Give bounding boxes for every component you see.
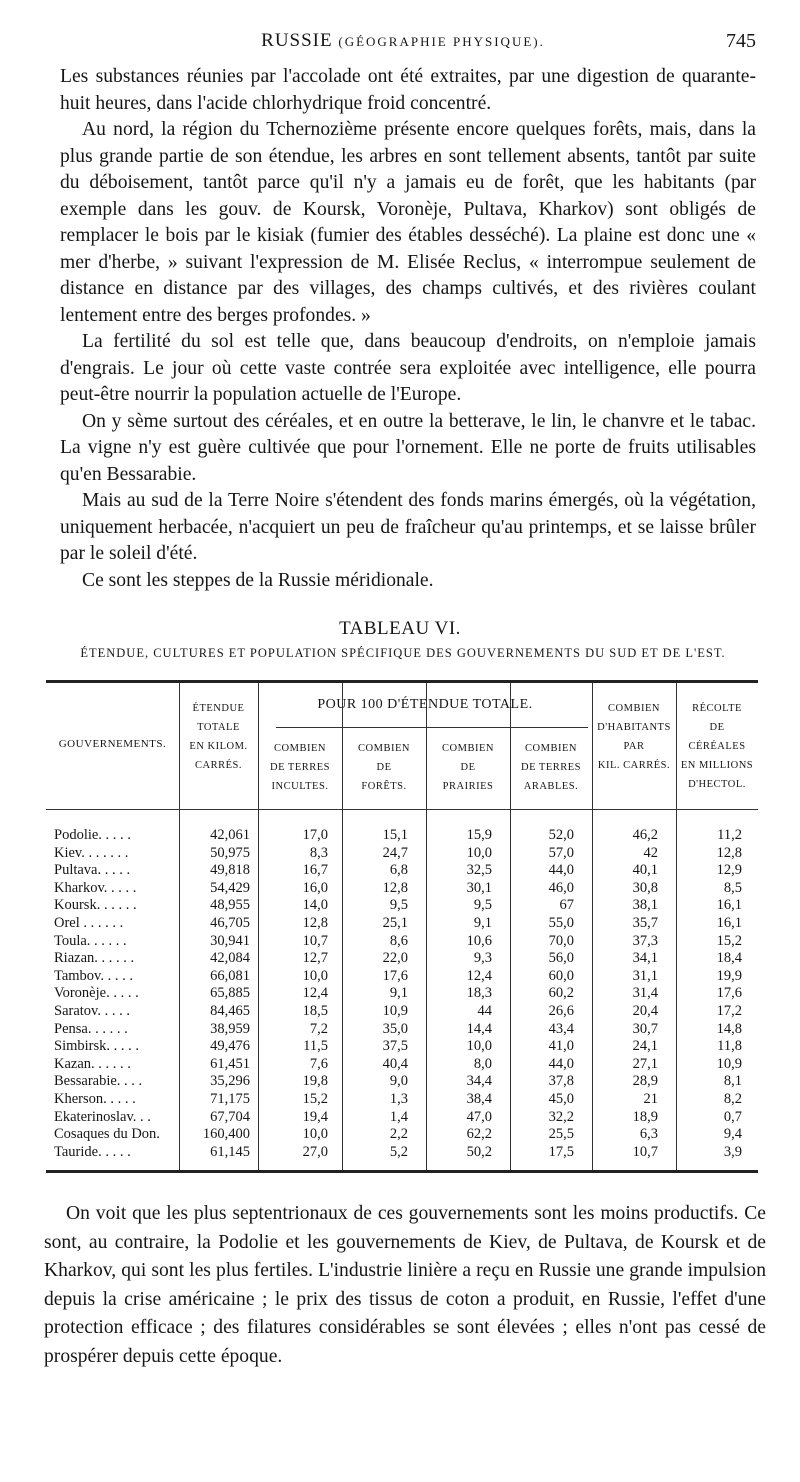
forets-cell: 37,5: [382, 1038, 408, 1055]
header-arables: [510, 739, 592, 796]
incultes-cell: 14,0: [302, 897, 328, 914]
gouvernement-cell: Saratov. . . . .: [54, 1003, 130, 1019]
arables-cell: 44,0: [548, 862, 574, 879]
table-row: [46, 1021, 758, 1038]
etendue-cell: 54,429: [210, 879, 250, 896]
header-title: [50, 30, 756, 52]
header-line: DE: [376, 762, 392, 773]
header-line: DE: [460, 762, 476, 773]
forets-cell: 6,8: [389, 862, 408, 879]
running-header: [50, 30, 756, 60]
body-text-bottom: [44, 1200, 766, 1371]
forets-cell: 2,2: [389, 1126, 408, 1143]
gouvernement-cell: Orel . . . . . .: [54, 915, 124, 931]
prairies-cell: 10,0: [466, 844, 492, 861]
prairies-cell: 9,5: [473, 897, 492, 914]
forets-cell: 15,1: [382, 827, 408, 843]
header-habitants: [592, 699, 676, 775]
header-prairies: [426, 739, 510, 796]
header-line: DE: [709, 722, 725, 733]
gouvernement-cell: Cosaques du Don.: [54, 1126, 160, 1143]
recolte-cell: 8,2: [723, 1091, 742, 1107]
incultes-cell: 15,2: [302, 1091, 328, 1107]
prairies-cell: 8,0: [473, 1055, 492, 1072]
arables-cell: 56,0: [548, 950, 574, 967]
header-line: DE TERRES: [520, 762, 582, 773]
forets-cell: 35,0: [382, 1020, 408, 1037]
header-incultes: [258, 739, 342, 796]
arables-cell: 41,0: [548, 1038, 574, 1055]
table-row: [46, 968, 758, 985]
prairies-cell: 10,6: [466, 932, 492, 949]
header-line: COMBIEN: [442, 743, 494, 754]
table-subtitle: ÉTENDUE, CULTURES ET POPULATION SPÉCIFIQUE DES GOUVERNEMENTS DU SUD ET DE L'EST.: [80, 646, 726, 660]
recolte-cell: 17,6: [716, 985, 742, 1002]
forets-cell: 25,1: [382, 915, 408, 931]
recolte-cell: 14,8: [716, 1020, 742, 1037]
header-line: CARRÉS.: [195, 760, 242, 771]
incultes-cell: 8,3: [309, 844, 328, 861]
table-row: [46, 897, 758, 914]
header-line: RÉCOLTE: [692, 703, 742, 714]
habitants-cell: 37,3: [632, 932, 658, 949]
gouvernement-cell: Kherson. . . . .: [54, 1091, 136, 1107]
gouvernement-cell: Bessarabie. . . .: [54, 1073, 143, 1090]
gouvernement-cell: Toula. . . . . .: [54, 932, 127, 949]
forets-cell: 9,5: [389, 897, 408, 914]
gouvernement-cell: Ekaterinoslav. . .: [54, 1108, 151, 1125]
table-row: [46, 845, 758, 862]
forets-cell: 12,8: [382, 879, 408, 896]
recolte-cell: 9,4: [723, 1126, 742, 1143]
arables-cell: 55,0: [548, 915, 574, 931]
header-line: FORÊTS.: [361, 781, 407, 792]
header-line: PAR: [623, 741, 645, 752]
habitants-cell: 38,1: [632, 897, 658, 914]
forets-cell: 40,4: [382, 1055, 408, 1072]
header-line: CÉRÉALES: [688, 741, 746, 752]
header-line: D'HECTOL.: [688, 779, 746, 790]
gouvernement-cell: Riazan. . . . . .: [54, 950, 135, 967]
paragraph: Ce sont les steppes de la Russie méridionale.: [82, 569, 434, 591]
prairies-cell: 15,9: [466, 827, 492, 843]
incultes-cell: 12,4: [302, 985, 328, 1002]
recolte-cell: 11,2: [717, 827, 742, 843]
incultes-cell: 12,8: [302, 915, 328, 931]
arables-cell: 46,0: [548, 879, 574, 896]
habitants-cell: 35,7: [632, 915, 658, 931]
forets-cell: 9,0: [389, 1073, 408, 1090]
gouvernement-cell: Tambov. . . . .: [54, 967, 133, 984]
header-title-sub: (GÉOGRAPHIE PHYSIQUE).: [338, 34, 545, 49]
habitants-cell: 20,4: [632, 1003, 658, 1019]
etendue-cell: 49,818: [210, 862, 250, 879]
etendue-cell: 84,465: [210, 1003, 250, 1019]
header-line: EN KILOM.: [189, 741, 248, 752]
etendue-cell: 46,705: [210, 915, 250, 931]
incultes-cell: 10,0: [302, 967, 328, 984]
forets-cell: 1,4: [389, 1108, 408, 1125]
incultes-cell: 18,5: [302, 1003, 328, 1019]
etendue-cell: 61,451: [210, 1055, 250, 1072]
recolte-cell: 19,9: [716, 967, 742, 984]
arables-cell: 70,0: [548, 932, 574, 949]
prairies-cell: 14,4: [466, 1020, 492, 1037]
arables-cell: 52,0: [548, 827, 574, 843]
table-row: [46, 950, 758, 967]
recolte-cell: 10,9: [716, 1055, 742, 1072]
table-row: [46, 933, 758, 950]
incultes-cell: 19,4: [302, 1108, 328, 1125]
table-row: [46, 1073, 758, 1090]
header-line: D'HABITANTS: [597, 722, 671, 733]
arables-cell: 44,0: [548, 1055, 574, 1072]
header-forets: [342, 739, 426, 796]
arables-cell: 26,6: [548, 1003, 574, 1019]
habitants-cell: 28,9: [632, 1073, 658, 1090]
forets-cell: 10,9: [382, 1003, 408, 1019]
habitants-cell: 21: [643, 1091, 658, 1107]
incultes-cell: 16,7: [302, 862, 328, 879]
habitants-cell: 40,1: [632, 862, 658, 879]
prairies-cell: 18,3: [466, 985, 492, 1002]
habitants-cell: 34,1: [632, 950, 658, 967]
prairies-cell: 47,0: [466, 1108, 492, 1125]
incultes-cell: 27,0: [302, 1143, 328, 1160]
body-text-top: [60, 64, 756, 594]
incultes-cell: 17,0: [302, 827, 328, 843]
recolte-cell: 17,2: [716, 1003, 742, 1019]
forets-cell: 8,6: [389, 932, 408, 949]
prairies-cell: 9,3: [473, 950, 492, 967]
habitants-cell: 30,7: [632, 1020, 658, 1037]
arables-cell: 57,0: [548, 844, 574, 861]
header-line: COMBIEN: [525, 743, 577, 754]
arables-cell: 37,8: [548, 1073, 574, 1090]
gouvernement-cell: Simbirsk. . . . .: [54, 1038, 139, 1055]
header-rule: [46, 809, 758, 810]
habitants-cell: 6,3: [639, 1126, 658, 1143]
paragraph: La fertilité du sol est telle que, dans beaucoup d'endroits, on n'emploie jamais d'engrais. Le jour où cette vaste contrée sera exploitée avec intelligence, elle pourra peut-être nourrir la population actuelle de l'Europe.: [60, 331, 756, 405]
etendue-cell: 42,061: [210, 827, 250, 843]
header-line: COMBIEN: [608, 703, 660, 714]
habitants-cell: 31,1: [632, 967, 658, 984]
data-table: [46, 680, 758, 1173]
habitants-cell: 46,2: [632, 827, 658, 843]
incultes-cell: 7,6: [309, 1055, 328, 1072]
habitants-cell: 30,8: [632, 879, 658, 896]
gouvernement-cell: Koursk. . . . . .: [54, 897, 137, 914]
header-group-pour-100: POUR 100 D'ÉTENDUE TOTALE.: [317, 697, 533, 712]
habitants-cell: 42: [643, 844, 658, 861]
prairies-cell: 9,1: [473, 915, 492, 931]
table-row: [46, 1038, 758, 1055]
recolte-cell: 18,4: [716, 950, 742, 967]
incultes-cell: 10,7: [302, 932, 328, 949]
table-row: [46, 1091, 758, 1108]
table-row: [46, 1126, 758, 1143]
header-line: COMBIEN: [274, 743, 326, 754]
header-line: DE TERRES: [269, 762, 331, 773]
header-line: ARABLES.: [523, 781, 579, 792]
table-title: TABLEAU VI.: [339, 618, 461, 639]
recolte-cell: 12,8: [716, 844, 742, 861]
arables-cell: 25,5: [548, 1126, 574, 1143]
gouvernement-cell: Pultava. . . . .: [54, 862, 131, 879]
header-line: COMBIEN: [358, 743, 410, 754]
prairies-cell: 62,2: [466, 1126, 492, 1143]
arables-cell: 60,2: [548, 985, 574, 1002]
header-etendue: [179, 699, 258, 775]
gouvernement-cell: Podolie. . . . .: [54, 827, 131, 843]
etendue-cell: 38,959: [210, 1020, 250, 1037]
forets-cell: 9,1: [389, 985, 408, 1002]
recolte-cell: 0,7: [723, 1108, 742, 1125]
page-number: 745: [726, 30, 756, 52]
arables-cell: 32,2: [548, 1108, 574, 1125]
gouvernement-cell: Kazan. . . . . .: [54, 1055, 131, 1072]
forets-cell: 17,6: [382, 967, 408, 984]
recolte-cell: 11,8: [717, 1038, 742, 1055]
prairies-cell: 32,5: [466, 862, 492, 879]
forets-cell: 5,2: [389, 1143, 408, 1160]
paragraph: Au nord, la région du Tchernozième présente encore quelques forêts, mais, dans la plus grande partie de son étendue, les arbres en sont tellement absents, tantôt par suite du déboisement, tantôt parce qu'il n'y a jamais eu de forêt, que les habitants (par exemple dans les gouv. de Koursk, Voronèje, Pultava, Kharkov) sont obligés de remplacer le bois par le kisiak (fumier des étables desséché). La plaine est donc une « mer d'herbe, » suivant l'expression de M. Elisée Reclus, « interrompue seulement de distance en distance par des villages, des champs cultivés, et des rivières coulant lentement entre des berges profondes. »: [60, 119, 756, 326]
incultes-cell: 11,5: [303, 1038, 328, 1055]
gouvernement-cell: Kiev. . . . . . .: [54, 844, 129, 861]
arables-cell: 17,5: [548, 1143, 574, 1160]
header-recolte: [676, 699, 758, 794]
arables-cell: 60,0: [548, 967, 574, 984]
prairies-cell: 38,4: [466, 1091, 492, 1107]
table-row: [46, 915, 758, 932]
arables-cell: 43,4: [548, 1020, 574, 1037]
arables-cell: 45,0: [548, 1091, 574, 1107]
habitants-cell: 18,9: [632, 1108, 658, 1125]
etendue-cell: 30,941: [210, 932, 250, 949]
incultes-cell: 19,8: [302, 1073, 328, 1090]
prairies-cell: 30,1: [466, 879, 492, 896]
table-row: [46, 1144, 758, 1161]
habitants-cell: 10,7: [632, 1143, 658, 1160]
incultes-cell: 12,7: [302, 950, 328, 967]
etendue-cell: 65,885: [210, 985, 250, 1002]
recolte-cell: 12,9: [716, 862, 742, 879]
etendue-cell: 67,704: [210, 1108, 250, 1125]
arables-cell: 67: [559, 897, 574, 914]
recolte-cell: 15,2: [716, 932, 742, 949]
paragraph: Les substances réunies par l'accolade ont été extraites, par une digestion de quarante-huit heures, dans l'acide chlorhydrique froid concentré.: [60, 66, 756, 114]
etendue-cell: 160,400: [202, 1126, 250, 1143]
table-row: [46, 1056, 758, 1073]
etendue-cell: 49,476: [210, 1038, 250, 1055]
gouvernement-cell: Pensa. . . . . .: [54, 1020, 128, 1037]
table-row: [46, 985, 758, 1002]
group-rule: [276, 727, 588, 728]
prairies-cell: 34,4: [466, 1073, 492, 1090]
gouvernement-cell: Kharkov. . . . .: [54, 879, 137, 896]
paragraph: Mais au sud de la Terre Noire s'étendent des fonds marins émergés, où la végétation, uniquement herbacée, n'acquiert un peu de fraîcheur qu'au printemps, et se laisse brûler par le soleil d'été.: [60, 490, 756, 564]
etendue-cell: 35,296: [210, 1073, 250, 1090]
habitants-cell: 27,1: [632, 1055, 658, 1072]
header-line: ÉTENDUE: [192, 703, 245, 714]
prairies-cell: 12,4: [466, 967, 492, 984]
header-line: INCULTES.: [271, 781, 329, 792]
table-row: [46, 1109, 758, 1126]
forets-cell: 1,3: [389, 1091, 408, 1107]
incultes-cell: 10,0: [302, 1126, 328, 1143]
etendue-cell: 61,145: [210, 1143, 250, 1160]
incultes-cell: 7,2: [309, 1020, 328, 1037]
recolte-cell: 3,9: [723, 1143, 742, 1160]
paragraph: On y sème surtout des céréales, et en outre la betterave, le lin, le chanvre et le tabac. La vigne n'y est guère cultivée que pour l'ornement. Elle ne porte de fruits utilisables qu'en Bessarabie.: [60, 410, 756, 485]
recolte-cell: 16,1: [716, 915, 742, 931]
table-row: [46, 862, 758, 879]
recolte-cell: 16,1: [716, 897, 742, 914]
habitants-cell: 24,1: [632, 1038, 658, 1055]
forets-cell: 24,7: [382, 844, 408, 861]
etendue-cell: 71,175: [210, 1091, 250, 1107]
etendue-cell: 48,955: [210, 897, 250, 914]
prairies-cell: 50,2: [466, 1143, 492, 1160]
prairies-cell: 44: [477, 1003, 492, 1019]
incultes-cell: 16,0: [302, 879, 328, 896]
habitants-cell: 31,4: [632, 985, 658, 1002]
table-row: [46, 880, 758, 897]
etendue-cell: 50,975: [210, 844, 250, 861]
gouvernement-cell: Voronèje. . . . .: [54, 985, 139, 1002]
header-line: EN MILLIONS: [680, 760, 754, 771]
recolte-cell: 8,1: [723, 1073, 742, 1090]
header-line: KIL. CARRÉS.: [597, 760, 671, 771]
forets-cell: 22,0: [382, 950, 408, 967]
etendue-cell: 66,081: [210, 967, 250, 984]
etendue-cell: 42,084: [210, 950, 250, 967]
recolte-cell: 8,5: [723, 879, 742, 896]
header-line: PRAIRIES: [442, 781, 494, 792]
table-row: [46, 827, 758, 844]
prairies-cell: 10,0: [466, 1038, 492, 1055]
table-row: [46, 1003, 758, 1020]
header-gouvernements: GOUVERNEMENTS.: [58, 738, 167, 750]
header-title-main: RUSSIE: [261, 30, 333, 51]
paragraph: On voit que les plus septentrionaux de ces gouvernements sont les moins productifs. Ce sont, au contraire, la Podolie et les gouvernements de Kiev, de Pultava, de Koursk et de Kharkov, qui sont les plus fertiles. L'industrie linière a reçu en Russie une grande impulsion depuis la crise américaine ; le prix des tissus de coton a produit, en Russie, l'effet d'une protection efficace ; des filatures considérables se sont élevées ; elles n'ont pas cessé de prospérer depuis cette époque.: [44, 1203, 766, 1367]
gouvernement-cell: Tauride. . . . .: [54, 1143, 131, 1160]
header-line: TOTALE: [197, 722, 240, 733]
